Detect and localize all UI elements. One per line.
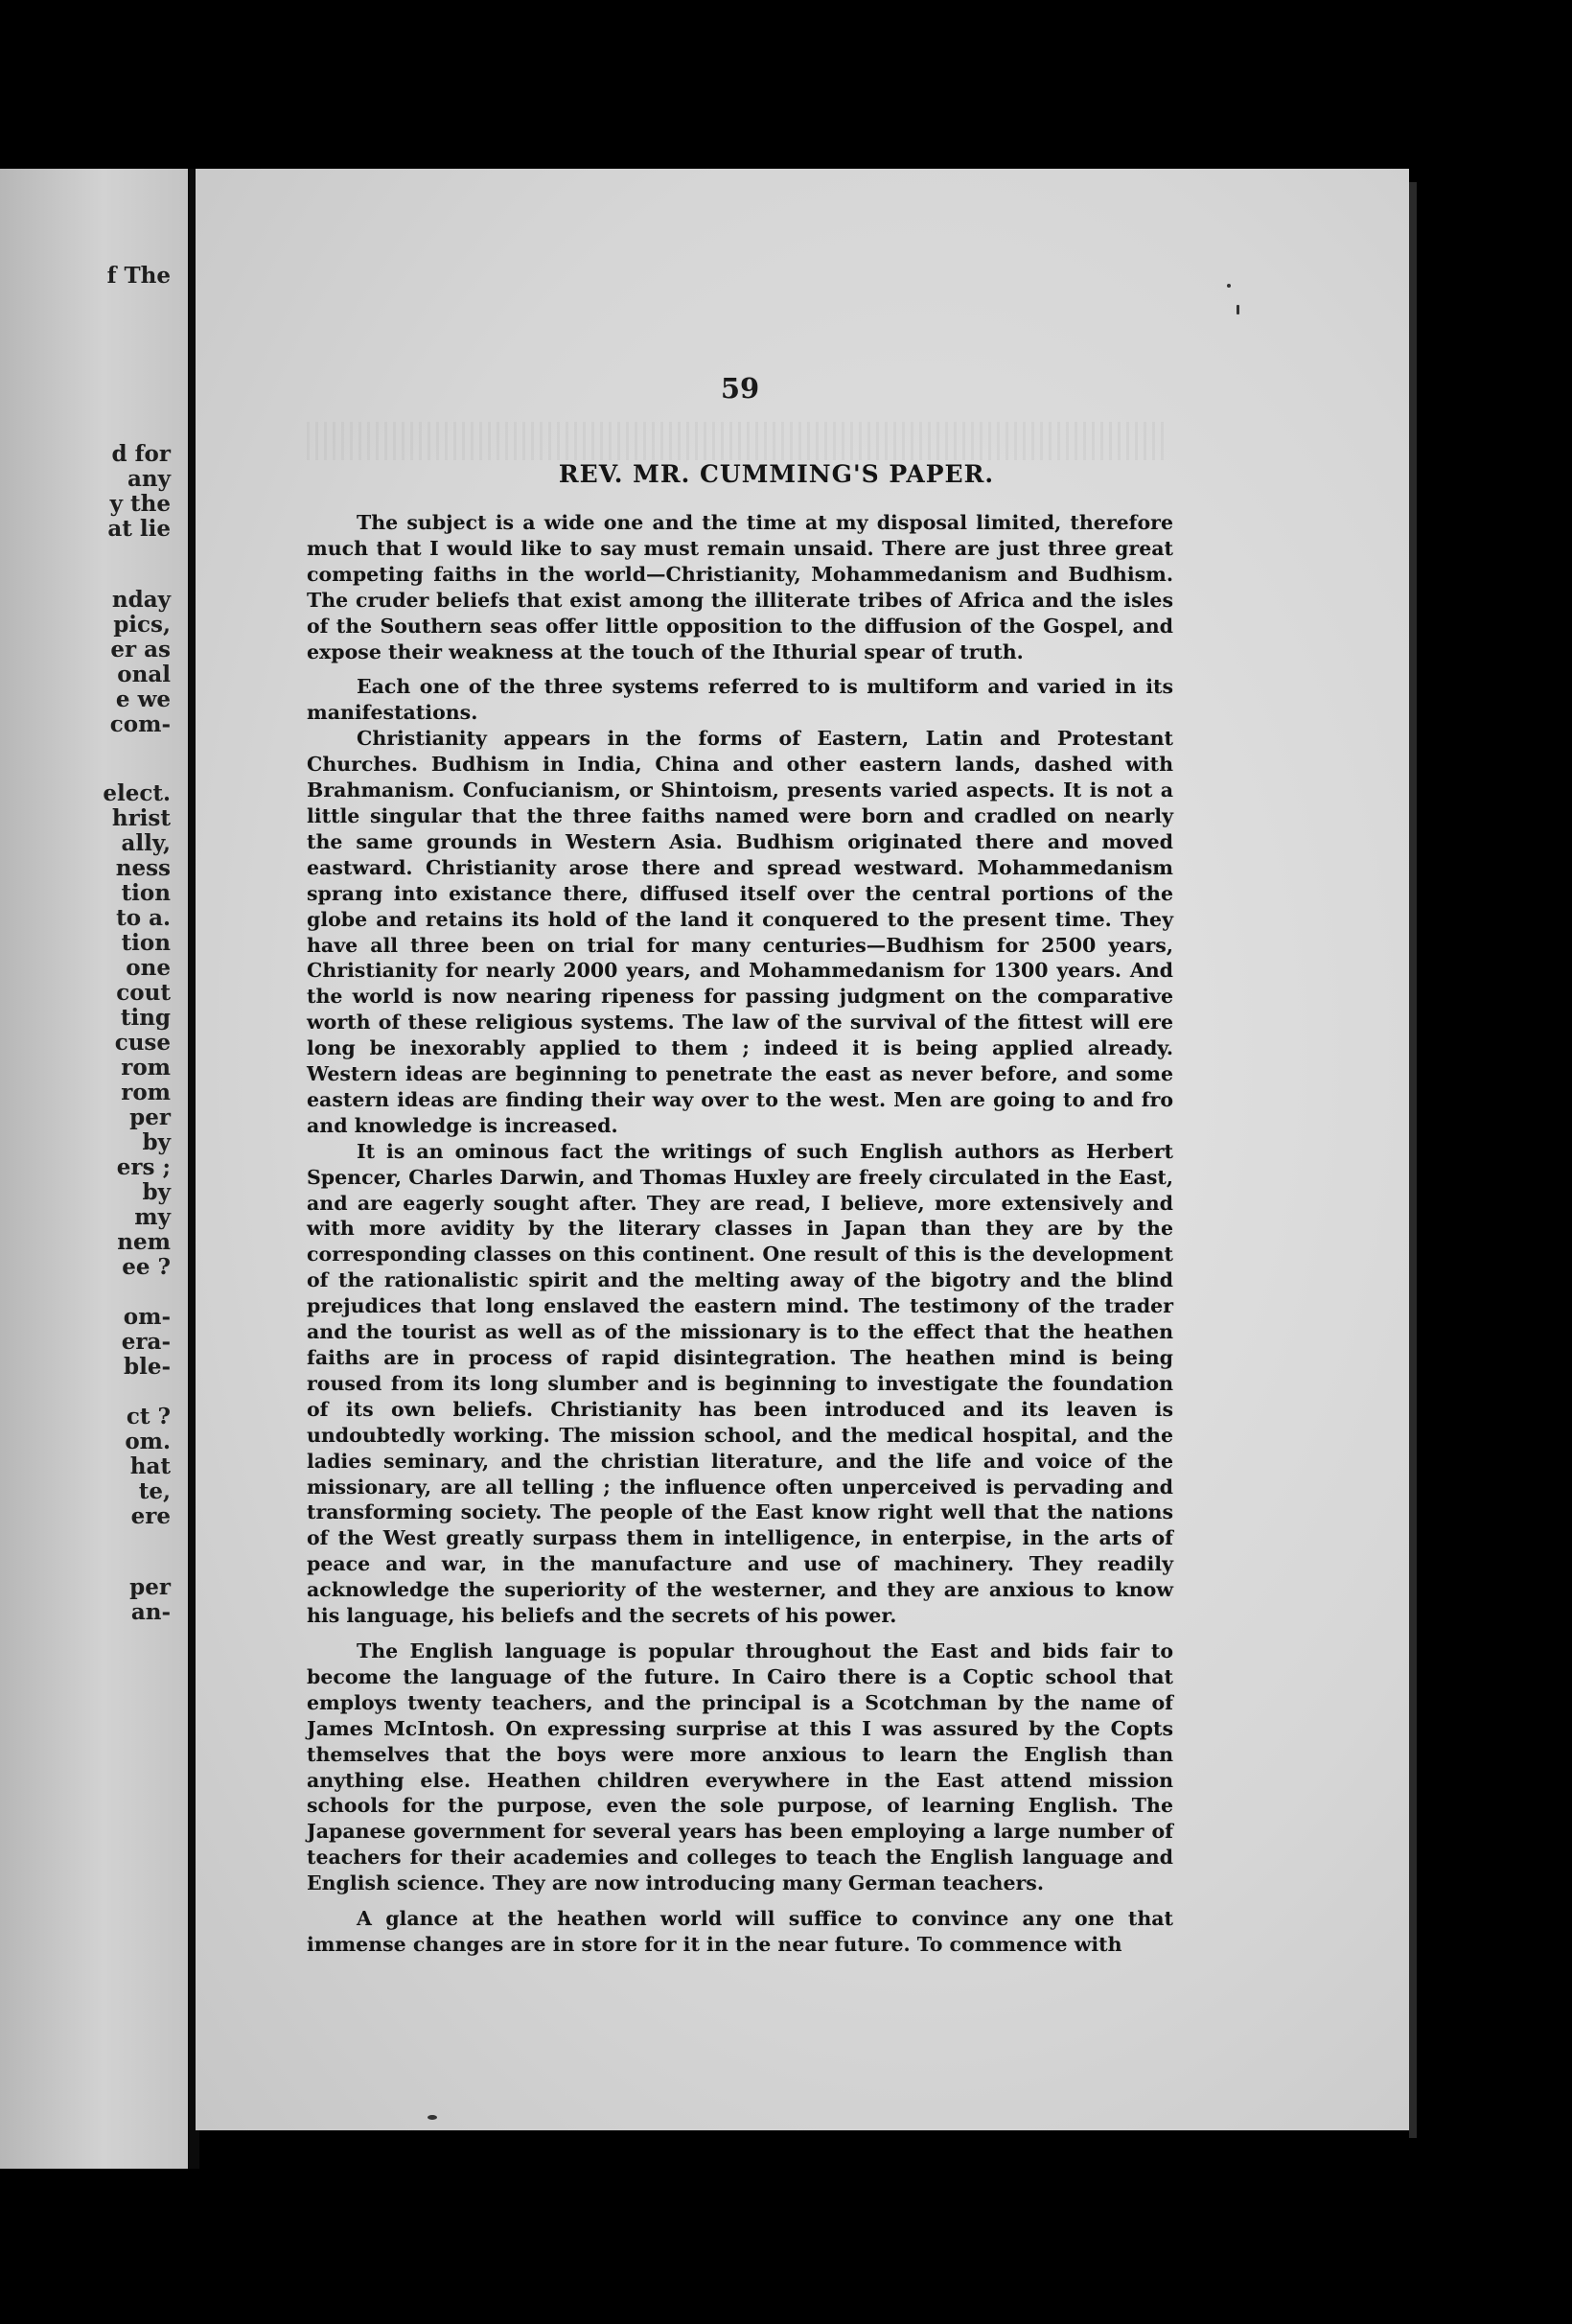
- left-page-fragment-line: ting: [120, 1005, 171, 1031]
- left-page-fragment-line: an-: [130, 1599, 171, 1625]
- show-through-bleed: [307, 422, 1169, 460]
- left-page-fragment-line: ble-: [124, 1354, 171, 1380]
- paragraph-2: Each one of the three systems referred to is multiform and varied in its manifestations.: [307, 675, 1173, 725]
- left-page-fragment-line: te,: [138, 1478, 171, 1504]
- left-page-fragment-line: pics,: [113, 612, 171, 638]
- left-page-fragment-line: hat: [129, 1453, 171, 1479]
- article-body: [307, 510, 1173, 1967]
- left-page-fragment-line: d for: [111, 441, 171, 467]
- left-page-fragment-line: e we: [115, 686, 171, 712]
- page-number: 59: [720, 372, 760, 405]
- left-page-fragment-line: era-: [121, 1329, 171, 1355]
- left-page-fragment-line: onal: [117, 662, 171, 687]
- page-edge-shadow: [1409, 182, 1417, 2138]
- left-page-text-column: [0, 169, 188, 2169]
- left-page-fragment-line: at lie: [107, 516, 171, 542]
- left-page-fragment-line: hrist: [111, 805, 171, 831]
- left-page-fragment-line: ee ?: [122, 1254, 171, 1280]
- dust-speck: [1237, 305, 1239, 314]
- left-page-fragment-line: my: [134, 1204, 171, 1230]
- left-page-fragment-line: f The: [106, 263, 171, 289]
- left-page-fragment-line: by: [142, 1129, 171, 1155]
- left-page-fragment-line: ness: [115, 855, 171, 881]
- paragraph-3: Christianity appears in the forms of Eastern, Latin and Protestant Churches. Budhism in India, China and other eastern lands, dashed with Brahmanism. Confucianism, or Shintoism, presents varied aspects. It is not a little singular that the three faiths named were born and cradled on nearly the same grounds in Western Asia. Budhism originated there and moved eastward. Christianity arose there and spread westward. Mohammedanism sprang into existance there, diffused itself over the central portions of the globe and retains its hold of the land it conquered to the present time. They have all three been on trial for many centuries—Budhism for 2500 years, Christianity for nearly 2000 years, and Mohammedanism for 1300 years. And the world is now nearing ripeness for passing judgment on the comparative worth of these religious systems. The law of the survival of the fittest will ere long be inexorably applied to them ; indeed it is being applied already. Western ideas are beginning to penetrate the east as never before, and some eastern ideas are finding their way over to the west. Men are going to and fro and knowledge is increased.: [307, 727, 1173, 1137]
- left-page-fragment-line: to a.: [116, 905, 171, 931]
- left-page-fragment: [0, 169, 188, 2169]
- left-page-fragment-line: y the: [109, 491, 171, 517]
- dust-speck: [1227, 284, 1231, 288]
- left-page-fragment-line: ally,: [121, 830, 171, 856]
- paragraph-6: A glance at the heathen world will suffice to convince any one that immense changes are in store for it in the near future. To commence with: [307, 1907, 1173, 1956]
- left-page-fragment-line: by: [142, 1179, 171, 1205]
- left-page-fragment-line: cout: [116, 980, 171, 1006]
- page-title: REV. MR. CUMMING'S PAPER.: [558, 460, 995, 488]
- left-page-fragment-line: om-: [123, 1304, 171, 1330]
- left-page-fragment-line: nday: [111, 587, 171, 613]
- paragraph-5: The English language is popular throughout the East and bids fair to become the language of the future. In Cairo there is a Coptic school that employs twenty teachers, and the principal is a Scotchman by the name of James McIntosh. On expressing surprise at this I was assured by the Copts themselves that the boys were more anxious to learn the English than anything else. Heathen children everywhere in the East attend mission schools for the purpose, even the sole purpose, of learning English. The Japanese government for several years has been employing a large number of teachers for their academies and colleges to teach the English language and English science. They are now introducing many German teachers.: [307, 1638, 1173, 1895]
- left-page-fragment-line: per: [129, 1574, 171, 1600]
- dust-speck: [428, 2115, 437, 2120]
- left-page-fragment-line: er as: [110, 637, 171, 662]
- left-page-fragment-line: nem: [117, 1229, 171, 1255]
- left-page-fragment-line: rom: [121, 1080, 171, 1105]
- left-page-fragment-line: tion: [121, 930, 171, 956]
- left-page-fragment-line: one: [126, 955, 171, 981]
- left-page-fragment-line: elect.: [103, 780, 171, 806]
- paragraph-1: The subject is a wide one and the time at my disposal limited, therefore much that I would like to say must remain unsaid. There are just three great competing faiths in the world—Christianity, Mohammedanism and Budhism. The cruder beliefs that exist among the illiterate tribes of Africa and the isles of the Southern seas offer little opposition to the diffusion of the Gospel, and expose their weakness at the touch of the Ithurial spear of truth.: [307, 511, 1173, 663]
- left-page-fragment-line: ers ;: [116, 1154, 171, 1180]
- left-page-fragment-line: tion: [121, 880, 171, 906]
- left-page-fragment-line: ere: [130, 1503, 171, 1529]
- left-page-fragment-line: om.: [125, 1429, 171, 1454]
- left-page-fragment-line: com-: [109, 711, 171, 737]
- left-page-fragment-line: any: [127, 466, 171, 492]
- left-page-fragment-line: per: [129, 1104, 171, 1130]
- paragraph-4: It is an ominous fact the writings of such English authors as Herbert Spencer, Charles Darwin, and Thomas Huxley are freely circulated in the East, and are eagerly sought after. They are read, I believe, more extensively and with more avidity by the literary classes in Japan than they are by the corresponding classes on this continent. One result of this is the development of the rationalistic spirit and the melting away of the bigotry and the blind prejudices that long enslaved the eastern mind. The testimony of the trader and the tourist as well as of the missionary is to the effect that the heathen faiths are in process of rapid disintegration. The heathen mind is being roused from its long slumber and is beginning to investigate the foundation of its own beliefs. Christianity has been introduced and its leaven is undoubtedly working. The mission school, and the medical hospital, and the ladies seminary, and the christian literature, and the life and voice of the missionary, are all telling ; the influence often unperceived is pervading and transforming society. The people of the East know right well that the nations of the West greatly surpass them in intelligence, in enterpise, in the arts of peace and war, in the manufacture and use of machinery. They readily acknowledge the superiority of the westerner, and they are anxious to know his language, his beliefs and the secrets of his power.: [307, 1139, 1173, 1628]
- left-page-fragment-line: ct ?: [126, 1404, 171, 1429]
- left-page-fragment-line: cuse: [114, 1030, 171, 1056]
- left-page-fragment-line: rom: [121, 1055, 171, 1081]
